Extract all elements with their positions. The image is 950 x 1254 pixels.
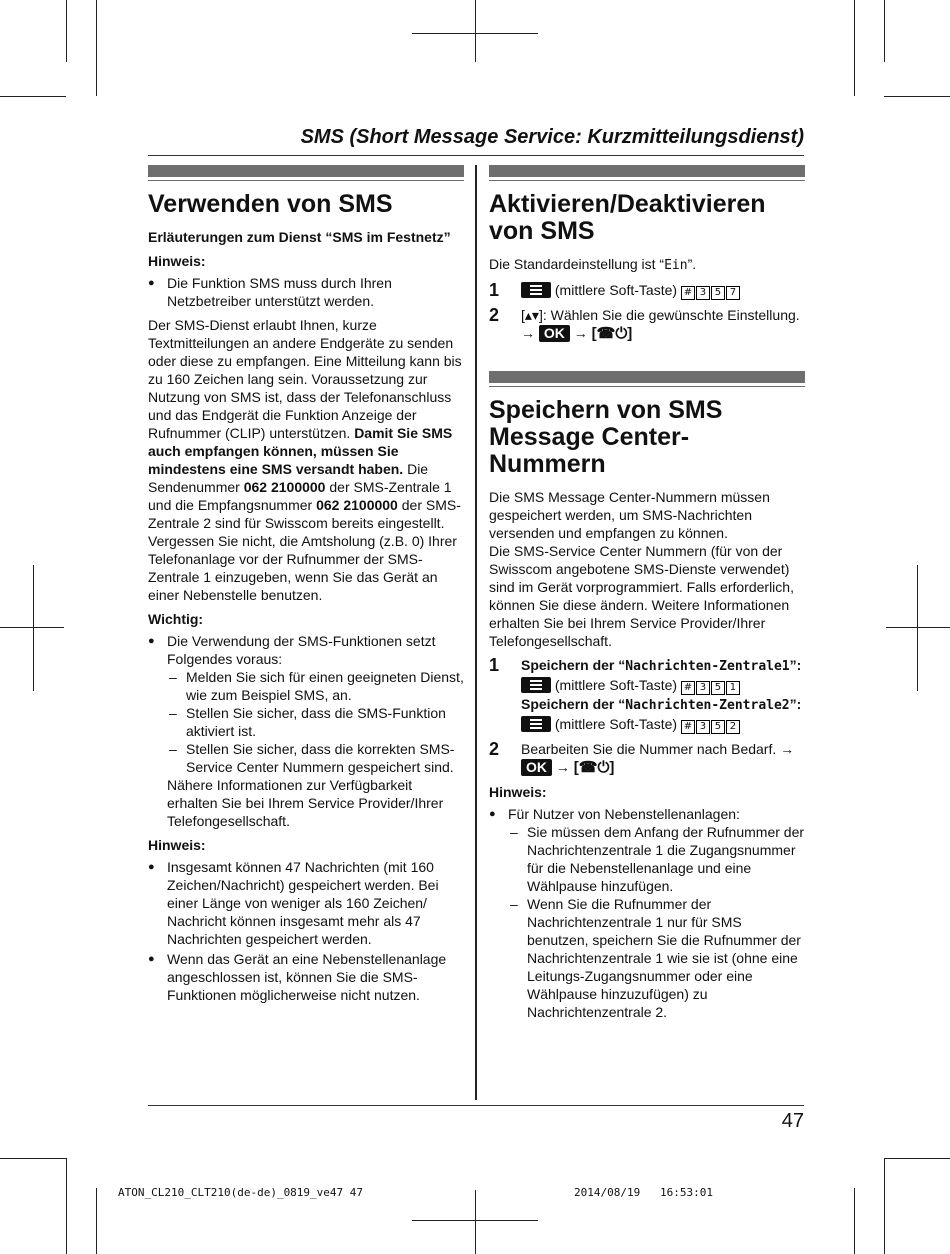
phone-number: 062 2100000: [316, 497, 398, 513]
key-icon: 3: [696, 681, 710, 695]
paragraph: [489, 488, 805, 650]
crop-mark: [884, 0, 885, 62]
list-item: ● Die Funktion SMS muss durch Ihren Netzbetreiber unterstützt werden.: [148, 274, 464, 310]
hinweis-list: [148, 858, 464, 1004]
crop-mark: [412, 1220, 538, 1221]
list-note: Nähere Informationen zur Verfügbarkeit erhalten Sie bei Ihrem Service Provider/Ihrer Telefongesellschaft.: [167, 777, 444, 829]
crop-mark: [854, 0, 855, 96]
paragraph-text: der SMS-Zentrale 1 und die Empfangsnummer: [148, 479, 452, 513]
text: ”:: [789, 696, 802, 712]
key-icon: 5: [711, 286, 725, 300]
crop-mark: [854, 1188, 855, 1254]
section-bar-line: [489, 180, 805, 181]
step: [489, 281, 805, 300]
intro-paragraph: [148, 316, 464, 604]
section-bar-line: [148, 180, 464, 181]
crop-mark: [96, 0, 97, 96]
phone-number: 062 2100000: [243, 479, 326, 495]
list-item: ● Wenn das Gerät an eine Nebenstellenanlage angeschlossen ist, können Sie die SMS-Funktionen möglicherweise nicht nutzen.: [148, 950, 464, 1004]
section-bar: [148, 165, 464, 177]
header-rule: [148, 155, 804, 156]
key-icon: 2: [726, 720, 740, 734]
step-number: 1: [489, 280, 500, 300]
page-header-title: SMS (Short Message Service: Kurzmitteilungsdienst): [300, 126, 804, 148]
dash-item: – Melden Sie sich für einen geeigneten Dienst, wie zum Beispiel SMS, an.: [167, 668, 464, 704]
dash-item: – Stellen Sie sicher, dass die korrekten SMS-Service Center Nummern gespeichert sind.: [167, 740, 464, 776]
arrow-icon: →: [573, 325, 588, 341]
dash-item: – Sie müssen dem Anfang der Rufnummer der Nachrichtenzentrale 1 die Zugangsnummer für die Nebenstellenanlage und eine Wählpause hinzufügen.: [508, 823, 805, 895]
column-divider: [475, 165, 477, 1100]
menu-key-icon: [521, 716, 551, 732]
hinweis-list: [489, 805, 805, 1021]
key-sequence: [521, 715, 805, 734]
soft-key-label: (mittlere Soft-Taste): [554, 677, 678, 693]
crop-mark: [917, 565, 918, 691]
crop-mark: [884, 1158, 950, 1159]
default-setting-text: [489, 255, 805, 275]
soft-key-label: (mittlere Soft-Taste): [554, 282, 678, 298]
step: [489, 656, 805, 734]
arrow-icon: →: [555, 759, 570, 775]
section-subtitle: Erläuterungen zum Dienst “SMS im Festnetz”: [148, 229, 451, 245]
section-bar-line: [489, 386, 805, 387]
arrow-icon: →: [780, 741, 795, 757]
section-bar: [489, 371, 805, 383]
key-icon: #: [681, 681, 695, 695]
text: ”.: [687, 256, 697, 272]
setting-value: Ein: [664, 258, 688, 273]
footer-date: 2014/08/19: [574, 1186, 641, 1199]
wichtig-label: Wichtig:: [148, 611, 204, 627]
hinweis-list: [148, 274, 464, 310]
crop-mark: [412, 33, 538, 34]
text: Speichern der “: [521, 657, 626, 673]
key-icon: #: [681, 720, 695, 734]
text: Speichern der “: [521, 696, 626, 712]
crop-mark: [66, 0, 67, 62]
step-text: Bearbeiten Sie die Nummer nach Bedarf.: [521, 741, 777, 757]
dash-item: – Wenn Sie die Rufnummer der Nachrichtenzentrale 1 nur für SMS benutzen, speichern Sie die Rufnummer der Nachrichtenzentrale 1 wie sie ist (ohne eine Leitungs-Zugangsnummer oder eine Wählpause hinzuzufügen) zu Nachrichtenzentrale 2.: [508, 895, 805, 1021]
footer-time: 16:53:01: [660, 1186, 713, 1199]
crop-mark: [884, 1158, 885, 1254]
footer-file: ATON_CL210_CLT210(de-de)_0819_ve47 47: [118, 1186, 364, 1199]
text: ”:: [789, 657, 802, 673]
arrow-icon: →: [521, 325, 535, 341]
ok-key-icon: OK: [539, 325, 570, 342]
left-column: [148, 165, 464, 1010]
key-icon: 5: [711, 720, 725, 734]
dash-item: – Stellen Sie sicher, dass die SMS-Funktion aktiviert ist.: [167, 704, 464, 740]
crop-mark: [0, 96, 66, 97]
menu-key-icon: [521, 282, 551, 298]
dash-list: [167, 668, 464, 776]
crop-mark: [0, 1158, 66, 1159]
menu-key-icon: [521, 677, 551, 693]
step-label: [521, 656, 805, 676]
section-heading: Verwenden von SMS: [148, 190, 393, 218]
key-icon: #: [681, 286, 695, 300]
ok-key-icon: OK: [521, 759, 552, 776]
key-icon: 7: [726, 286, 740, 300]
crop-mark: [886, 627, 950, 628]
wichtig-list: [148, 632, 464, 830]
page-number: 47: [781, 1110, 804, 1132]
list-item: ● Insgesamt können 47 Nachrichten (mit 160 Zeichen/Nachricht) gespeichert werden. Bei einer Länge von weniger als 160 Zeichen/ Nachricht können insgesamt mehr als 47 Nachrichten gespeichert werden.: [148, 858, 464, 948]
paragraph-text: Die SMS-Service Center Nummern (für von der Swisscom angebotene SMS-Dienste verwendet) sind im Gerät vorprogrammiert. Falls erforderlich, können Sie diese ändern. Weitere Informationen erhalten Sie bei Ihrem Service Provider/Ihrer Telefongesellschaft.: [489, 543, 794, 649]
step-number: 2: [489, 739, 500, 759]
step-number: 2: [489, 305, 500, 325]
page-footer-rule: [148, 1105, 804, 1106]
paragraph-text: Der SMS-Dienst erlaubt Ihnen, kurze Textmitteilungen an andere Endgeräte zu senden oder diese zu empfangen. Eine Mitteilung kann bis zu 160 Zeichen lang sein. Voraussetzung zur Nutzung von SMS ist, dass der Telefonanschluss und das Endgerät die Funktion Anzeige der Rufnummer (CLIP) unterstützen.: [148, 317, 462, 441]
section-heading: Aktivieren/Deaktivieren von SMS: [489, 190, 766, 245]
step-label: [521, 695, 805, 715]
crop-mark: [66, 1158, 67, 1254]
crop-mark: [0, 627, 64, 628]
key-sequence: [521, 676, 805, 695]
step: [489, 740, 805, 777]
crop-mark: [475, 0, 476, 62]
end-call-key-icon: [☎⏻]: [573, 759, 615, 776]
step-number: 1: [489, 655, 500, 675]
end-call-key-icon: [☎⏻]: [591, 325, 633, 342]
hinweis-label: Hinweis:: [489, 784, 547, 800]
hinweis-label: Hinweis:: [148, 253, 206, 269]
key-icon: 1: [726, 681, 740, 695]
menu-option: Nachrichten-Zentrale2: [625, 698, 790, 713]
section-bar: [489, 165, 805, 177]
paragraph-emphasis: Damit Sie SMS auch empfangen können, müssen Sie mindestens eine SMS versandt haben.: [148, 425, 453, 477]
menu-option: Nachrichten-Zentrale1: [625, 659, 790, 674]
section-heading: Speichern von SMS Message Center-Nummern: [489, 396, 723, 478]
list-item-text: Die Verwendung der SMS-Funktionen setzt Folgendes voraus:: [167, 633, 436, 667]
hinweis-label: Hinweis:: [148, 837, 206, 853]
crop-mark: [96, 1188, 97, 1254]
paragraph-text: Die SMS Message Center-Nummern müssen gespeichert werden, um SMS-Nachrichten versenden und empfangen zu können.: [489, 489, 770, 541]
list-item: [489, 805, 805, 1021]
list-item-text: Für Nutzer von Nebenstellenanlagen:: [508, 806, 740, 822]
key-icon: 5: [711, 681, 725, 695]
dash-list: [508, 823, 805, 1021]
soft-key-label: (mittlere Soft-Taste): [554, 716, 678, 732]
crop-mark: [884, 96, 950, 97]
step-text: [▴▾]: Wählen Sie die gewünschte Einstellung.: [521, 307, 800, 323]
key-icon: 3: [696, 286, 710, 300]
paragraph-text: der SMS-Zentrale 2 sind für Swisscom bereits eingestellt. Vergessen Sie nicht, die Amtsholung (z.B. 0) Ihrer Telefonanlage vor der Rufnummer der SMS-Zentrale 1 einzugeben, wenn Sie das Gerät an einer Nebenstelle benutzen.: [148, 497, 461, 603]
step: [489, 306, 805, 343]
paragraph-text: Die Sendenummer: [148, 461, 429, 495]
crop-mark: [33, 565, 34, 691]
crop-mark: [475, 1190, 476, 1254]
list-item: [148, 632, 464, 830]
key-icon: 3: [696, 720, 710, 734]
right-column: [489, 165, 805, 1027]
text: Die Standardeinstellung ist “: [489, 256, 665, 272]
